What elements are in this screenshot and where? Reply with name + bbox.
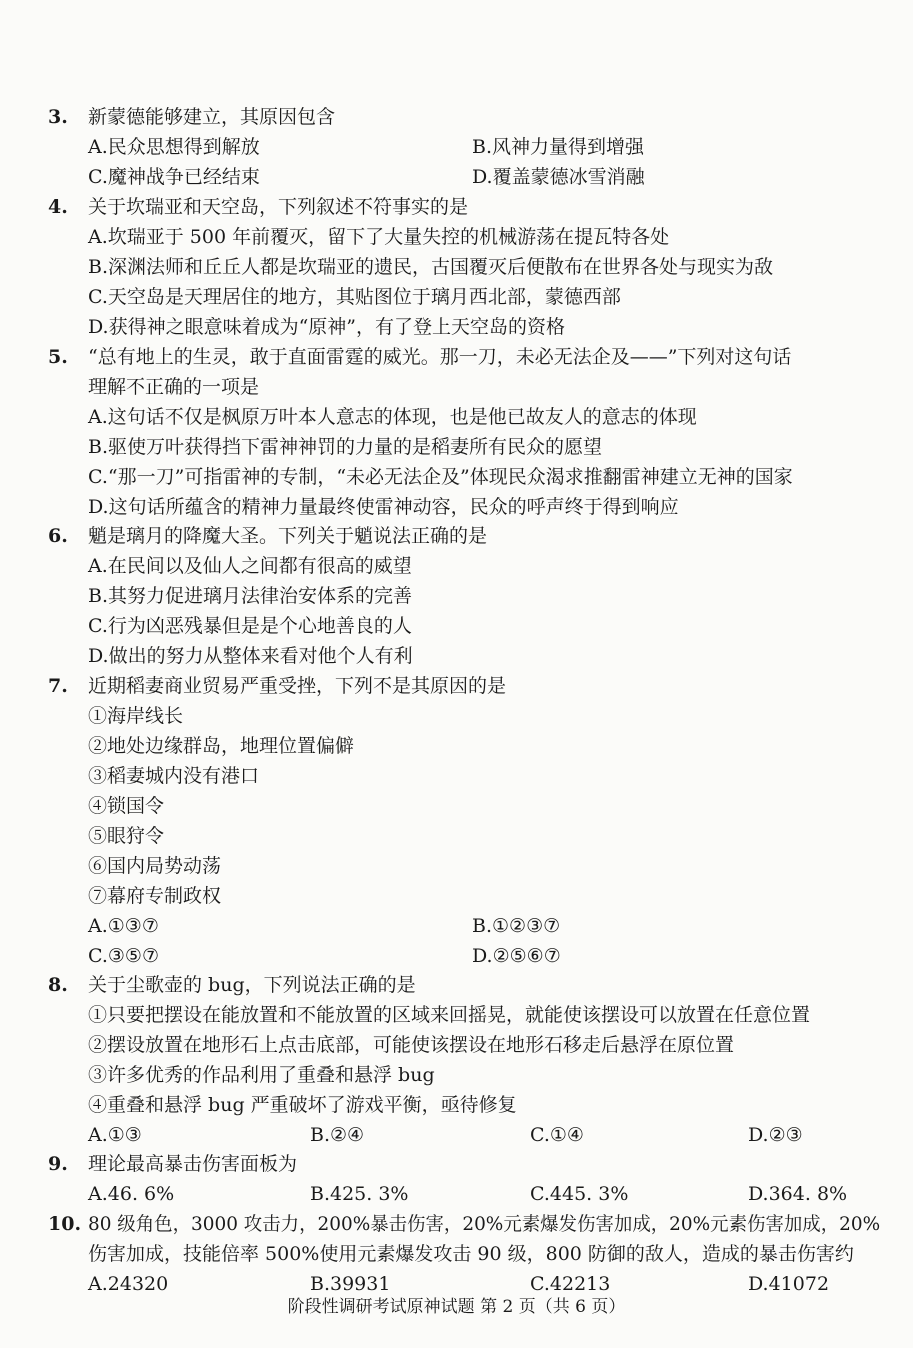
option-a: A.坎瑞亚于 500 年前覆灭，留下了大量失控的机械游荡在提瓦特各处: [88, 226, 670, 248]
statement-item: ③许多优秀的作品利用了重叠和悬浮 bug: [88, 1064, 435, 1086]
statement-item: ②地处边缘群岛，地理位置偏僻: [88, 735, 355, 757]
option-c: C.445. 3%: [530, 1183, 629, 1205]
question-stem: 关于坎瑞亚和天空岛，下列叙述不符事实的是: [88, 196, 469, 218]
question-number: 10.: [48, 1213, 82, 1235]
option-b: B.②④: [310, 1124, 365, 1146]
option-c: C.行为凶恶残暴但是是个心地善良的人: [88, 615, 412, 637]
statement-item: ③稻妻城内没有港口: [88, 765, 260, 787]
option-c: C.①④: [530, 1124, 584, 1146]
page-footer: 阶段性调研考试原神试题 第 2 页（共 6 页）: [287, 1297, 626, 1317]
option-a: A.①③: [88, 1124, 142, 1146]
question-number: 8.: [48, 974, 68, 996]
option-c: C.42213: [530, 1273, 611, 1295]
option-a: A.46. 6%: [88, 1183, 175, 1205]
question-number: 5.: [48, 346, 68, 368]
option-b: B.其努力促进璃月法律治安体系的完善: [88, 585, 413, 607]
option-c: C.天空岛是天理居住的地方，其贴图位于璃月西北部，蒙德西部: [88, 286, 621, 308]
option-b: B.深渊法师和丘丘人都是坎瑞亚的遗民，古国覆灭后便散布在世界各处与现实为敌: [88, 256, 774, 278]
option-b: B.39931: [310, 1273, 391, 1295]
question-number: 3.: [48, 106, 68, 128]
option-a: A.①③⑦: [88, 915, 159, 937]
option-d: D.做出的努力从整体来看对他个人有利: [88, 645, 413, 667]
option-d: D.这句话所蕴含的精神力量最终使雷神动容，民众的呼声终于得到响应: [88, 496, 679, 518]
question-number: 4.: [48, 196, 68, 218]
statement-item: ④锁国令: [88, 795, 165, 817]
question-stem: 80 级角色，3000 攻击力，200%暴击伤害，20%元素爆发伤害加成，20%元素伤害加成，20%: [88, 1213, 881, 1235]
option-a: A.民众思想得到解放: [88, 136, 260, 158]
option-d: D.364. 8%: [748, 1183, 848, 1205]
option-b: B.驱使万叶获得挡下雷神神罚的力量的是稻妻所有民众的愿望: [88, 436, 603, 458]
option-a: A.在民间以及仙人之间都有很高的威望: [88, 555, 412, 577]
option-b: B.425. 3%: [310, 1183, 409, 1205]
option-d: D.②③: [748, 1124, 803, 1146]
question-stem: 魈是璃月的降魔大圣。下列关于魈说法正确的是: [88, 525, 488, 547]
statement-item: ⑤眼狩令: [88, 825, 165, 847]
question-stem-cont: 伤害加成，技能倍率 500%使用元素爆发攻击 90 级，800 防御的敌人，造成的暴击伤害约: [88, 1243, 854, 1265]
question-stem-cont: 理解不正确的一项是: [88, 376, 260, 398]
question-stem: 近期稻妻商业贸易严重受挫，下列不是其原因的是: [88, 675, 507, 697]
option-b: B.①②③⑦: [472, 915, 561, 937]
question-number: 9.: [48, 1153, 68, 1175]
statement-item: ②摆设放置在地形石上点击底部，可能使该摆设在地形石移走后悬浮在原位置: [88, 1034, 735, 1056]
option-c: C.魔神战争已经结束: [88, 166, 260, 188]
option-d: D.②⑤⑥⑦: [472, 945, 561, 967]
option-a: A.24320: [88, 1273, 169, 1295]
option-b: B.风神力量得到增强: [472, 136, 645, 158]
question-stem: 关于尘歌壶的 bug，下列说法正确的是: [88, 974, 416, 996]
question-number: 7.: [48, 675, 68, 697]
option-c: C.③⑤⑦: [88, 945, 159, 967]
option-a: A.这句话不仅是枫原万叶本人意志的体现，也是他已故友人的意志的体现: [88, 406, 697, 428]
statement-item: ①只要把摆设在能放置和不能放置的区域来回摇晃，就能使该摆设可以放置在任意位置: [88, 1004, 811, 1026]
question-stem: 新蒙德能够建立，其原因包含: [88, 106, 336, 128]
option-d: D.获得神之眼意味着成为“原神”，有了登上天空岛的资格: [88, 316, 566, 338]
question-stem: “总有地上的生灵，敢于直面雷霆的威光。那一刀，未必无法企及——”下列对这句话: [88, 346, 792, 368]
statement-item: ①海岸线长: [88, 705, 184, 727]
statement-item: ④重叠和悬浮 bug 严重破坏了游戏平衡，亟待修复: [88, 1094, 517, 1116]
statement-item: ⑥国内局势动荡: [88, 855, 222, 877]
question-number: 6.: [48, 525, 68, 547]
question-stem: 理论最高暴击伤害面板为: [88, 1153, 298, 1175]
option-d: D.覆盖蒙德冰雪消融: [472, 166, 645, 188]
statement-item: ⑦幕府专制政权: [88, 885, 222, 907]
option-c: C.“那一刀”可指雷神的专制，“未必无法企及”体现民众渴求推翻雷神建立无神的国家: [88, 466, 793, 488]
option-d: D.41072: [748, 1273, 830, 1295]
